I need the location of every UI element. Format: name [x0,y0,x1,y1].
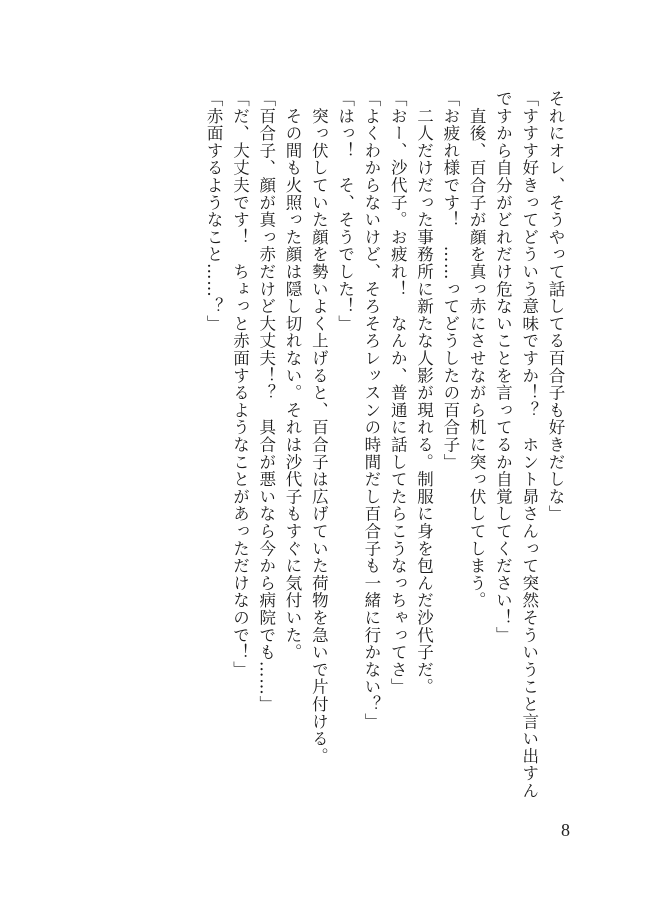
text-line: 「よくわからないけど、そろそろレッスンの時間だし百合子も一緒に行かない？」 [361,90,381,731]
text-line: 二人だけだった事務所に新たな人影が現れる。制服に身を包んだ沙代子だ。 [414,90,434,696]
text-line: その間も火照った顔は隠し切れない。それは沙代子もすぐに気付いた。 [283,90,303,661]
text-line: それにオレ、そうやって話してる百合子も好きだしな」 [546,90,565,523]
text-line: 「だ、大丈夫です！ ちょっと赤面するようなことがあっただけなので！」 [230,90,250,679]
text-line: 直後、百合子が顔を真っ赤にさせながら机に突っ伏してしまう。 [467,90,487,609]
text-line: 「すすす好きってどういう意味ですか！？ ホント昴さんって突然そういうこと言い出すん [519,90,539,800]
text-line: 「お疲れ様です！ ……ってどうしたの百合子」 [440,90,460,471]
text-line: 「おー、沙代子。お疲れ！ なんか、普通に話してたらこうなっちゃってさ」 [388,90,408,696]
text-line: ですから自分がどれだけ危ないことを言ってるか自覚してください！」 [493,90,513,644]
text-line: 突っ伏していた顔を勢いよく上げると、百合子は広げていた荷物を急いで片付ける。 [309,90,329,765]
body-text [200,90,568,800]
page-number: 8 [561,820,570,840]
text-line: 「はっ！ そ、そうでした！」 [335,90,355,333]
text-line: 「赤面するようなこと……？」 [204,90,224,333]
text-line: 「百合子、顔が真っ赤だけど大丈夫！？ 具合が悪いなら今から病院でも……」 [256,90,276,713]
